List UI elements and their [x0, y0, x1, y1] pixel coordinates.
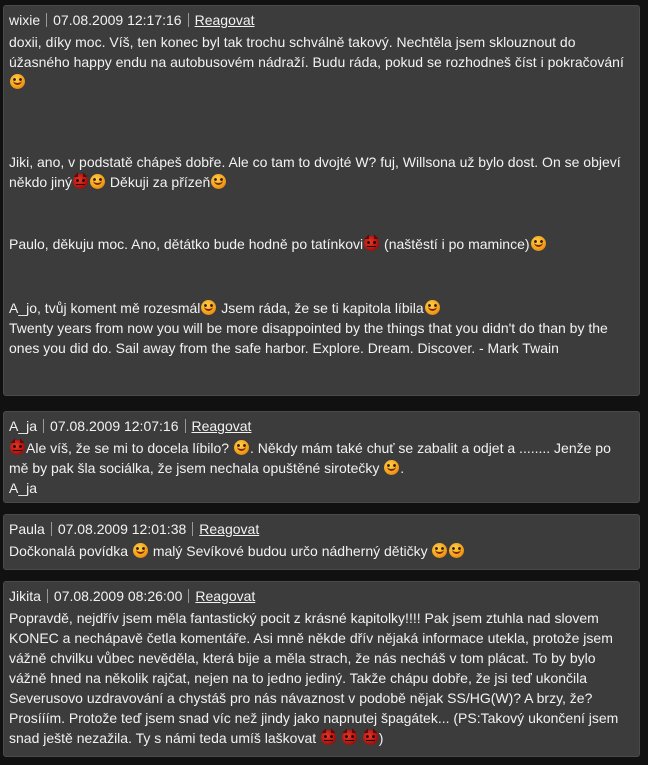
comment — [3, 5, 640, 396]
reply-link[interactable]: Reagovat — [194, 12, 255, 28]
reply-link[interactable]: Reagovat — [195, 588, 256, 604]
reply-link[interactable]: Reagovat — [191, 418, 252, 434]
smile-icon — [10, 74, 25, 89]
divider — [188, 13, 189, 27]
smile-icon — [133, 543, 148, 558]
divider — [43, 419, 44, 433]
smile-icon — [531, 236, 546, 251]
smile-icon — [234, 440, 249, 455]
signature: Twenty years from now you will be more disappointed by the things that you didn't do than by the ones you did do. Sail away from the safe harbor. Explore. Dream. Discover. - Mark Twain — [9, 320, 608, 356]
smile-icon — [384, 460, 399, 475]
comment-date: 07.08.2009 12:01:38 — [57, 521, 187, 537]
comment-header — [9, 587, 633, 605]
comment — [3, 411, 640, 503]
comment-body — [9, 438, 633, 498]
devil-icon — [342, 730, 357, 745]
smile-icon — [90, 174, 105, 189]
comment-header — [9, 11, 633, 29]
devil-icon — [10, 440, 25, 455]
devil-icon — [73, 174, 88, 189]
smile-icon — [432, 543, 447, 558]
devil-icon — [321, 730, 336, 745]
divider — [188, 589, 189, 603]
smile-icon — [201, 300, 216, 315]
comment-header — [9, 520, 633, 538]
comment-paragraph: doxii, díky moc. Víš, ten konec byl tak trochu schválně takový. Nechtěla jsem sklouznout do úžasného happy endu na autobusovém nádraží. Budu ráda, pokud se rozhodneš číst i pokračování — [9, 32, 633, 92]
comment-author: A_ja — [9, 418, 38, 434]
reply-link[interactable]: Reagovat — [199, 521, 260, 537]
divider — [47, 589, 48, 603]
comment-date: 07.08.2009 12:17:16 — [53, 12, 182, 28]
divider — [51, 522, 52, 536]
divider — [192, 522, 193, 536]
comment-date: 07.08.2009 12:07:16 — [50, 418, 179, 434]
comment-paragraph: Popravdě, nejdřív jsem měla fantastický pocit z krásné kapitolky!!!! Pak jsem ztuhla nad slovem KONEC a nechápavě četla komentáře. Asi mně někde dřív nějaká informace utekla, protože jsem vážně chvilku vůbec nevěděla, která bije a měla strach, že nás necháš v tom plácat. To by bylo vážně hned na několik rajčat, nejen na to jedno jediný. Takže chápu dobře, že jsi teď ukončila Severusovo uzdravování a chystáš pro nás návaznost v podobě nějak SS/HG(W)? A brzy, že? Prosííím. Protože teď jsem snad víc než jindy jako napnutej špagátek... (PS:Takový ukončení jsem snad ještě nezažila. Ty s námi teda umíš laškovat ) — [9, 610, 619, 746]
comment-date: 07.08.2009 08:26:00 — [53, 588, 183, 604]
signature: A_ja — [9, 480, 38, 496]
comment-author: Paula — [9, 521, 45, 537]
comment-paragraph: Dočkonalá povídka malý Sevíkové budou určo nádherný dětičky — [9, 541, 633, 561]
comment-paragraph: Paulo, děkuju moc. Ano, dětátko bude hodně po tatínkovi (naštěstí i po mamince) — [9, 234, 633, 254]
divider — [46, 13, 47, 27]
comment-author: wixie — [9, 12, 41, 28]
comment-header — [9, 417, 633, 435]
smile-icon — [211, 174, 226, 189]
comment-author: Jikita — [9, 588, 41, 604]
smile-icon — [425, 300, 440, 315]
comment-paragraph: Ale víš, že se mi to docela líbilo? . Někdy mám také chuť se zabalit a odjet a ........ Jenže po mě by pak šla sociálka, že jsem nechala opuštěné sirotečky . — [9, 440, 611, 476]
comment — [3, 514, 640, 570]
divider — [185, 419, 186, 433]
comment-body — [9, 608, 633, 748]
comment-paragraph: Jiki, ano, v podstatě chápeš dobře. Ale co tam to dvojté W? fuj, Willsona už bylo dost. On se objeví někdo jiný Děkuji za přízeň — [9, 154, 621, 190]
devil-icon — [363, 730, 378, 745]
comment-paragraph: A_jo, tvůj koment mě rozesmál Jsem ráda, že se ti kapitola líbila — [9, 298, 633, 318]
devil-icon — [364, 236, 379, 251]
comment — [3, 581, 640, 757]
comment-body — [9, 32, 633, 358]
comment-body — [9, 541, 633, 561]
smile-icon — [449, 543, 464, 558]
